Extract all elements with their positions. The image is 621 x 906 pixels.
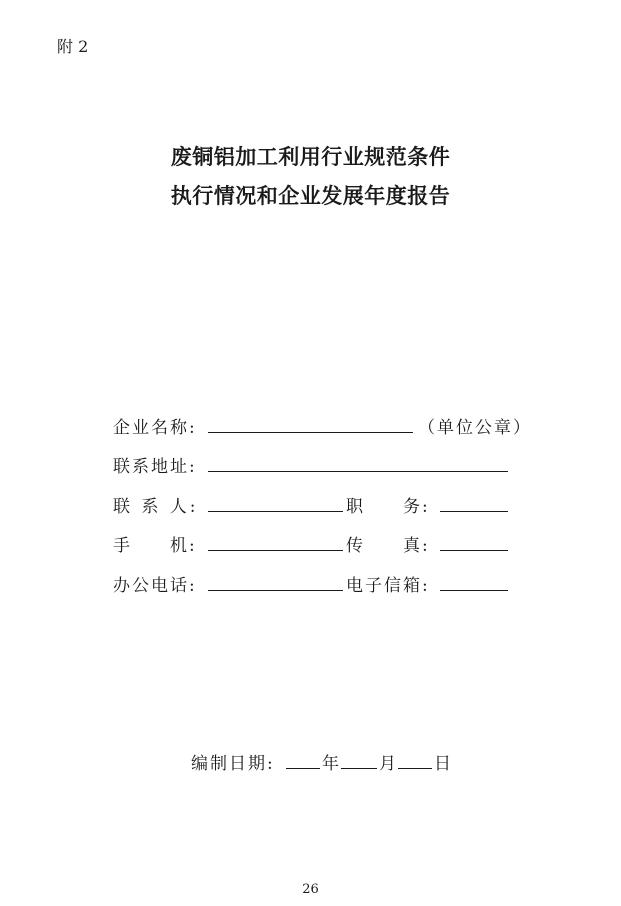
company-name-label: 企业名称:	[113, 418, 197, 438]
contact-person-field[interactable]	[208, 511, 343, 512]
page-number: 26	[302, 882, 319, 897]
office-phone-label: 办公电话:	[113, 576, 197, 596]
office-phone-field[interactable]	[208, 590, 343, 591]
year-field[interactable]	[286, 768, 320, 769]
mobile-field[interactable]	[208, 550, 343, 551]
position-label: 职 务:	[346, 497, 430, 517]
fax-field[interactable]	[440, 550, 508, 551]
month-unit: 月	[379, 754, 398, 774]
email-label: 电子信箱:	[346, 576, 430, 596]
day-field[interactable]	[398, 768, 432, 769]
email-field[interactable]	[440, 590, 508, 591]
address-label: 联系地址:	[113, 457, 197, 477]
compile-date-label: 编制日期:	[191, 754, 275, 774]
company-name-field[interactable]	[208, 432, 413, 433]
fax-label: 传 真:	[346, 536, 430, 556]
year-unit: 年	[322, 754, 341, 774]
report-title-line-2: 执行情况和企业发展年度报告	[170, 183, 451, 208]
contact-person-label: 联 系 人:	[113, 497, 199, 517]
report-title-line-1: 废铜铝加工利用行业规范条件	[170, 144, 451, 169]
mobile-label: 手 机:	[113, 536, 197, 556]
day-unit: 日	[434, 754, 453, 774]
attachment-label: 附 2	[57, 37, 89, 56]
address-field[interactable]	[208, 471, 508, 472]
month-field[interactable]	[341, 768, 377, 769]
seal-note: （单位公章）	[418, 418, 532, 438]
position-field[interactable]	[440, 511, 508, 512]
